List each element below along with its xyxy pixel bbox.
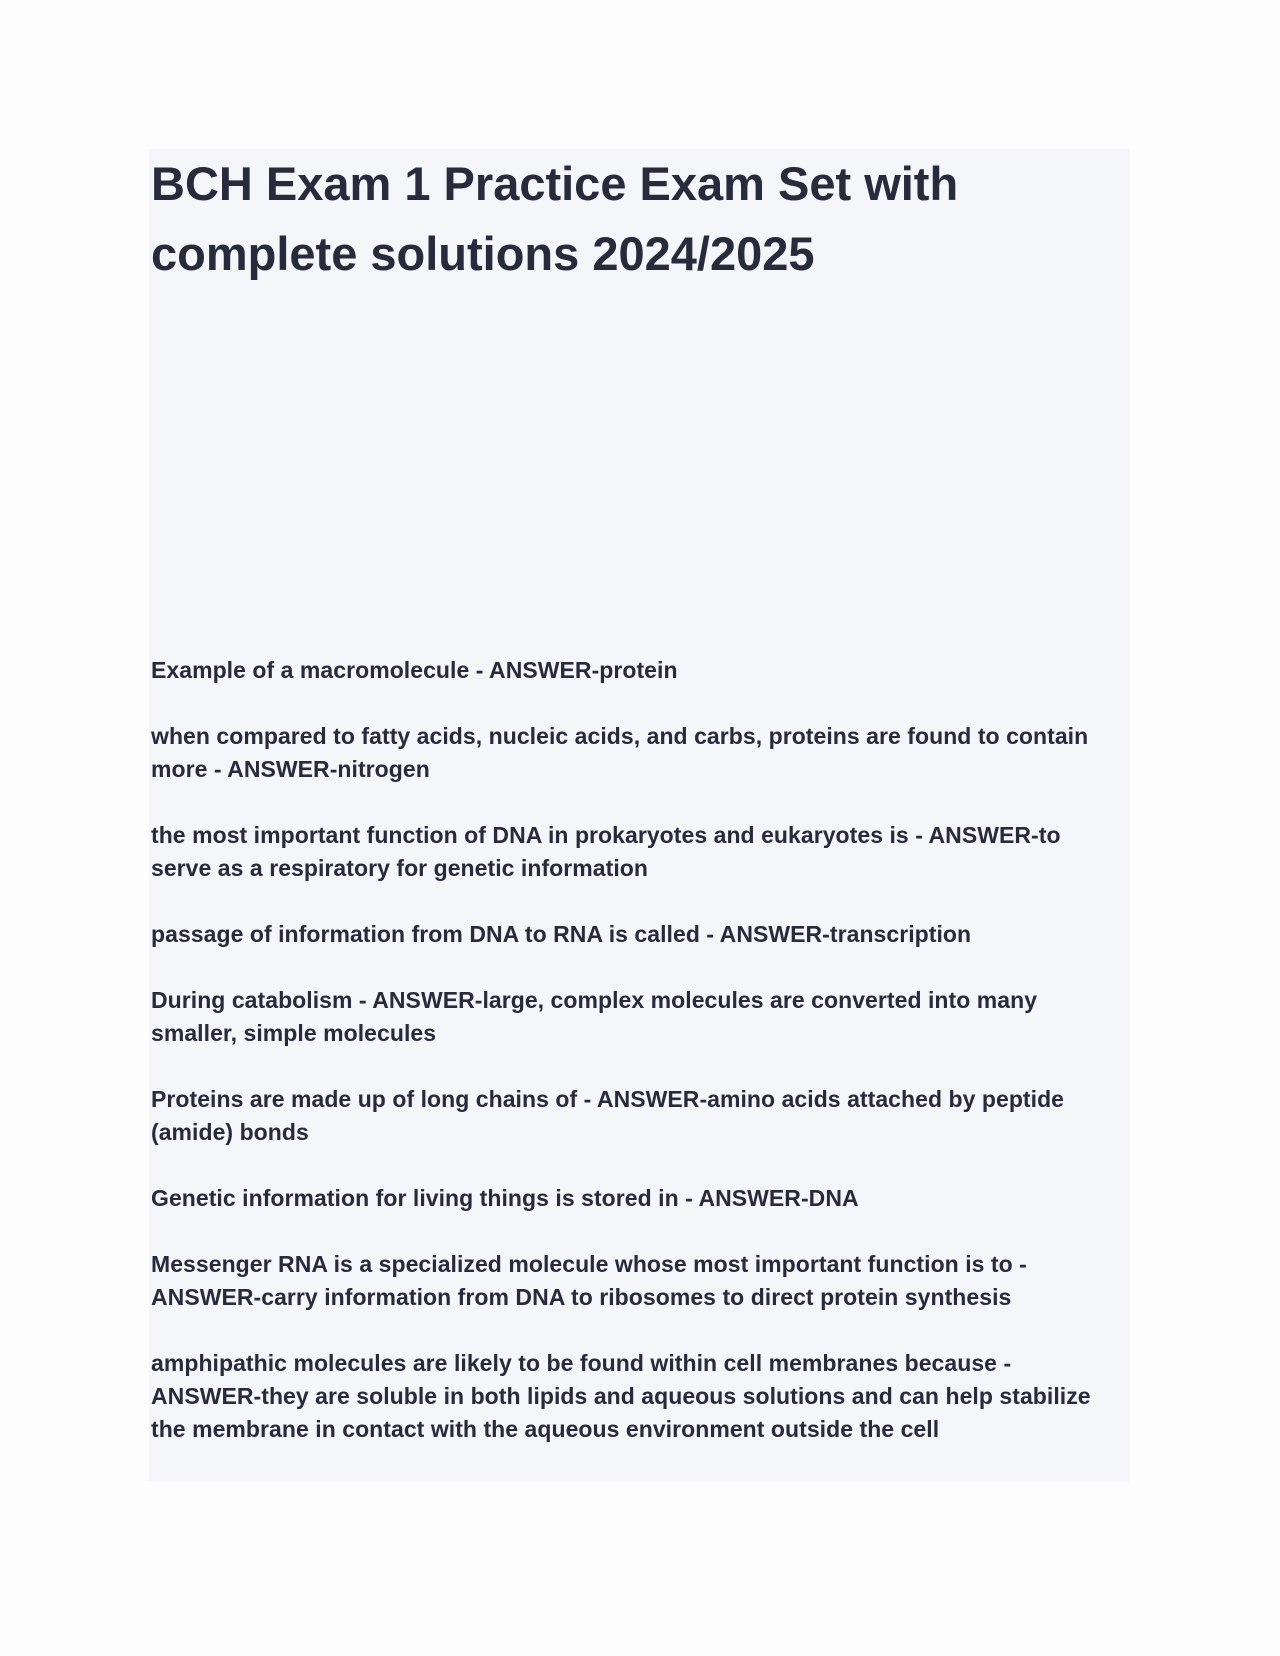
qa-list	[151, 654, 1126, 1479]
qa-item: Example of a macromolecule - ANSWER-protein	[151, 657, 678, 683]
document-content-box	[149, 149, 1130, 1481]
qa-item: Proteins are made up of long chains of - ANSWER-amino acids attached by peptide (amide) bonds	[151, 1086, 1065, 1145]
qa-item: Messenger RNA is a specialized molecule whose most important function is to - ANSWER-carry information from DNA to ribosomes to direct protein synthesis	[151, 1251, 1027, 1310]
document-title: BCH Exam 1 Practice Exam Set with complete solutions 2024/2025	[151, 157, 959, 280]
qa-item: During catabolism - ANSWER-large, complex molecules are converted into many smaller, simple molecules	[151, 987, 1038, 1046]
qa-item: Genetic information for living things is stored in - ANSWER-DNA	[151, 1185, 859, 1211]
qa-item: amphipathic molecules are likely to be found within cell membranes because - ANSWER-they are soluble in both lipids and aqueous solutions and can help stabilize the membrane in contact with the aqueous environment outside the cell	[151, 1350, 1091, 1442]
qa-item: passage of information from DNA to RNA is called - ANSWER-transcription	[151, 921, 972, 947]
qa-item: when compared to fatty acids, nucleic acids, and carbs, proteins are found to contain more - ANSWER-nitrogen	[151, 723, 1089, 782]
qa-item: the most important function of DNA in prokaryotes and eukaryotes is - ANSWER-to serve as a respiratory for genetic information	[151, 822, 1061, 881]
